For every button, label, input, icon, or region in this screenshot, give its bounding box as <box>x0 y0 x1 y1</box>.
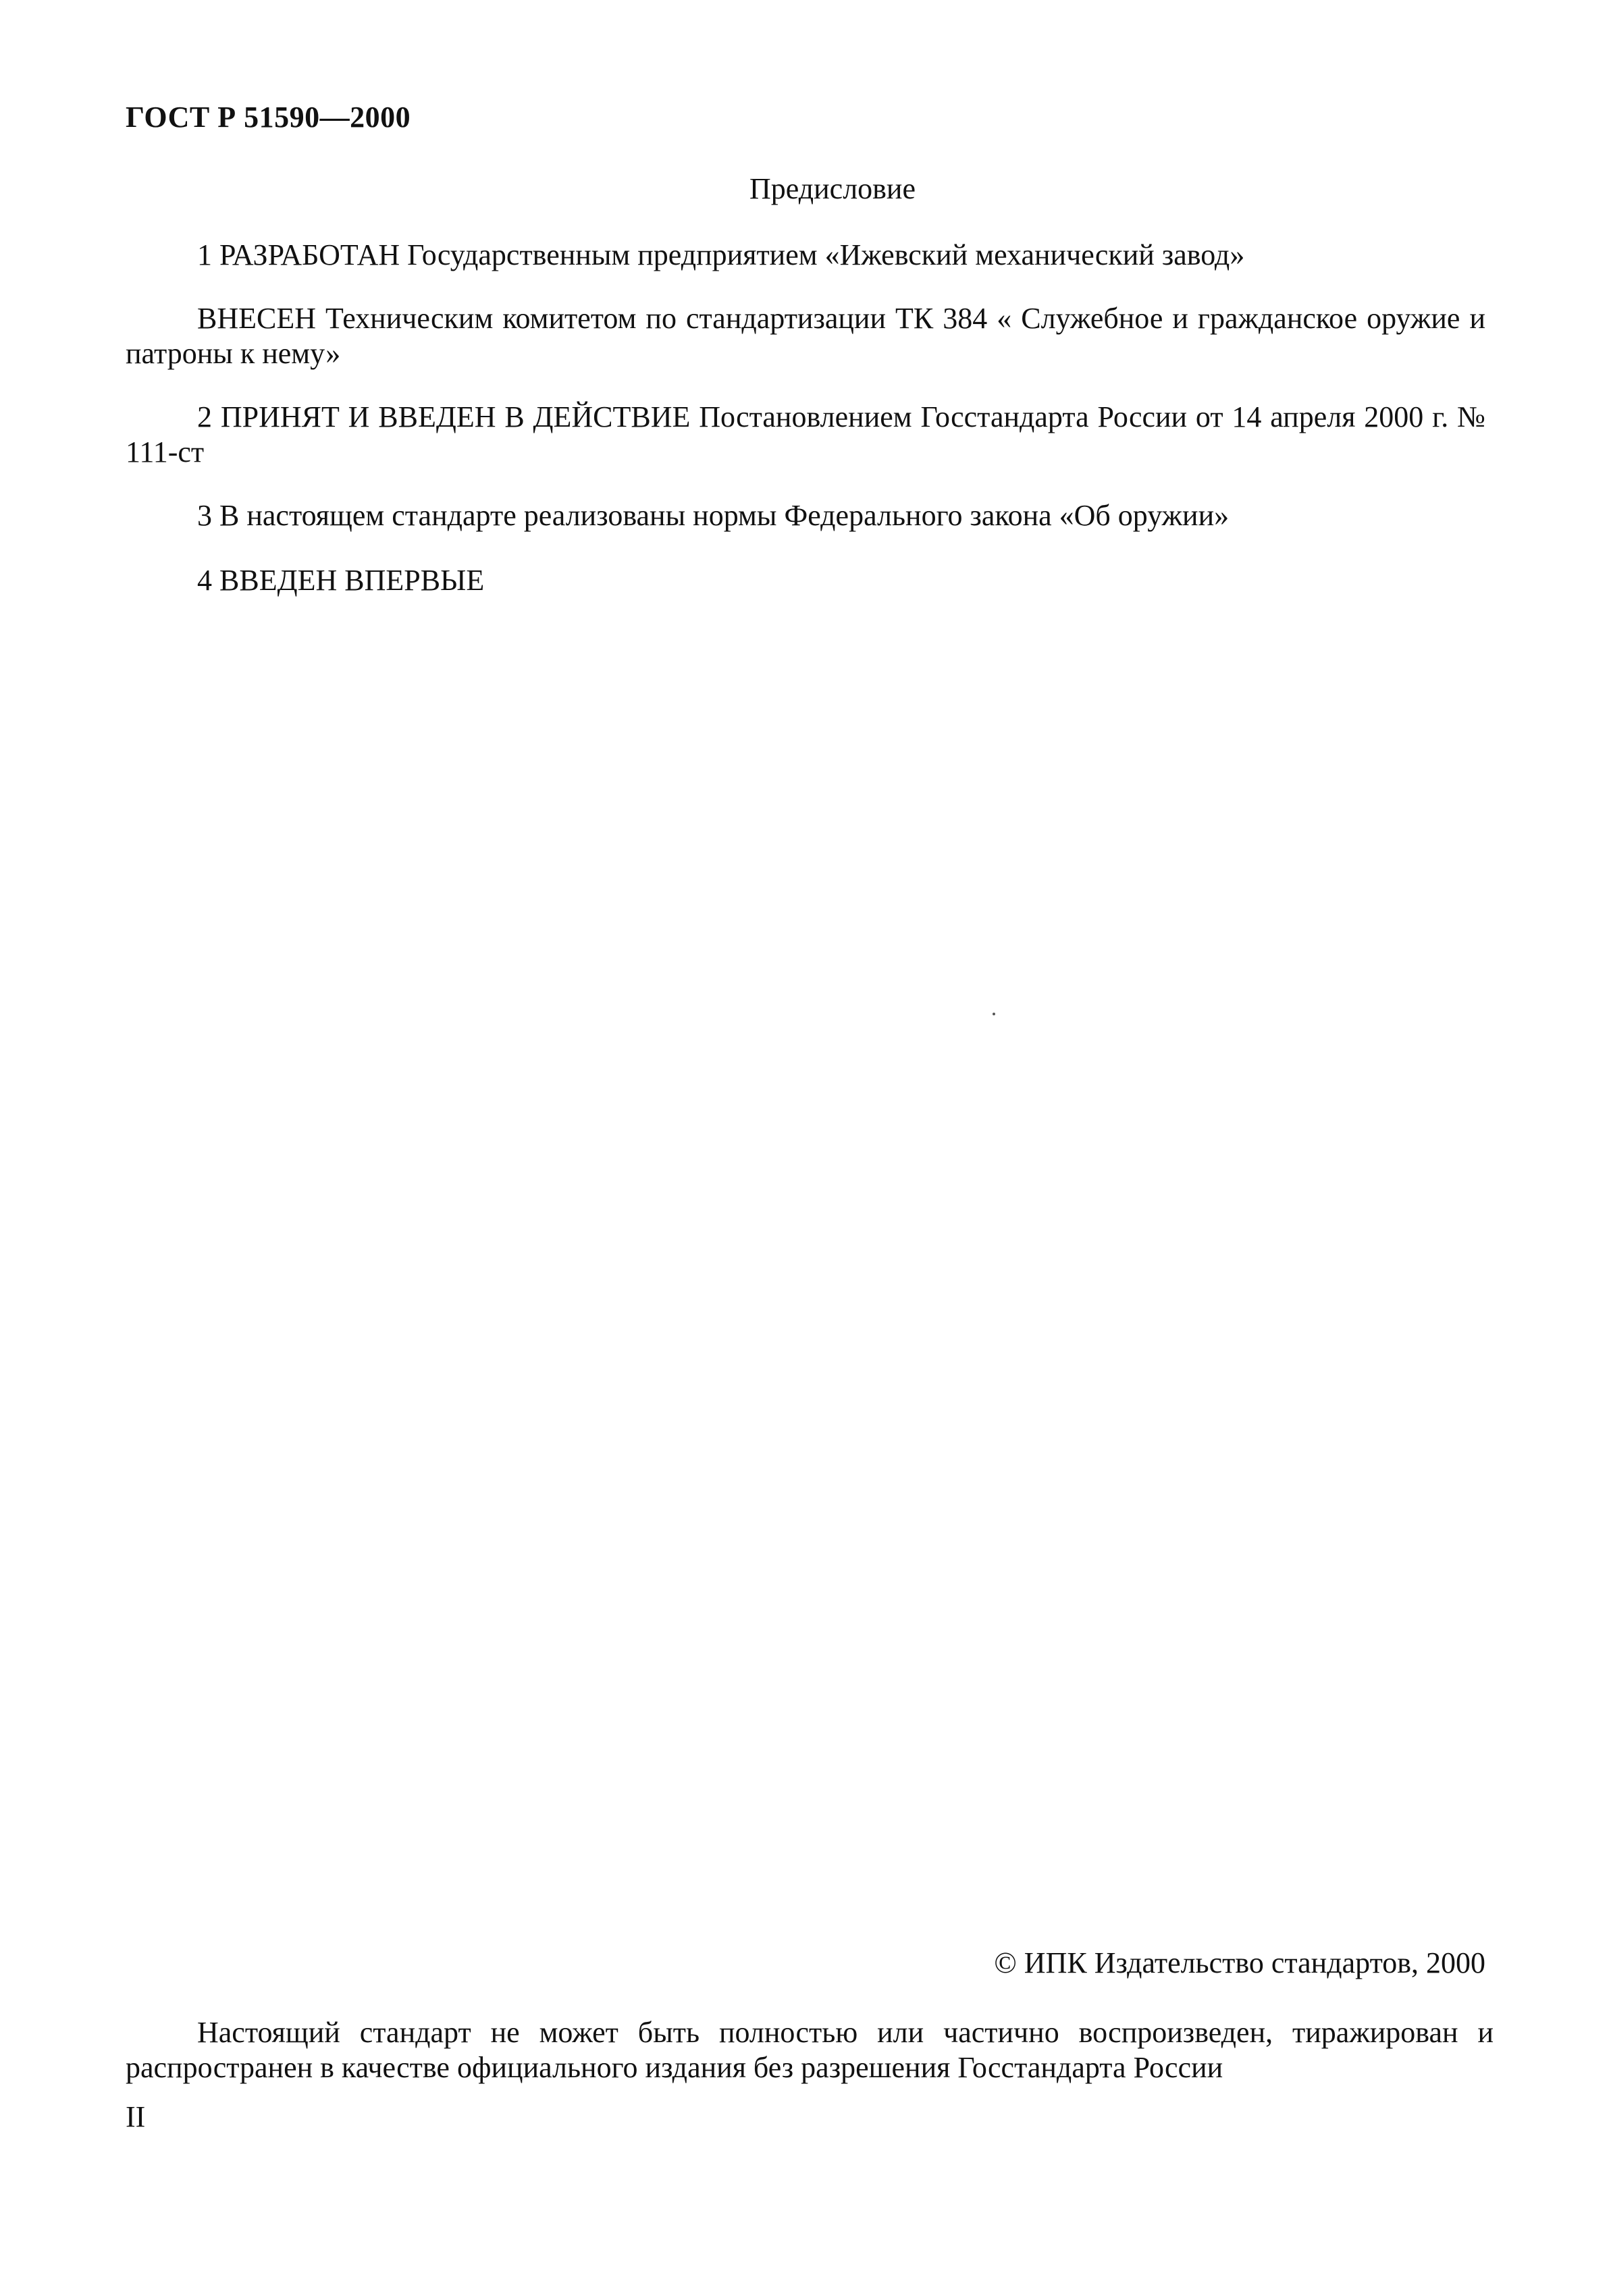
page-number: II <box>126 2100 146 2133</box>
standard-code: ГОСТ Р 51590—2000 <box>126 101 411 134</box>
foreword-paragraph-first-edition: 4 ВВЕДЕН ВПЕРВЫЕ <box>197 564 485 597</box>
scan-speck <box>993 1013 995 1015</box>
copyright-line: © ИПК Издательство стандартов, 2000 <box>994 1946 1485 1979</box>
foreword-paragraph-introduced: ВНЕСЕН Техническим комитетом по стандартизации ТК 384 « Служебное и гражданское оружие и патроны к нему» <box>126 302 1485 370</box>
foreword-paragraph-law: 3 В настоящем стандарте реализованы нормы Федерального закона «Об оружии» <box>197 499 1230 532</box>
foreword-paragraph-developed: 1 РАЗРАБОТАН Государственным предприятием «Ижевский механический завод» <box>197 238 1245 271</box>
foreword-title: Предисловие <box>749 172 916 205</box>
foreword-paragraph-adopted: 2 ПРИНЯТ И ВВЕДЕН В ДЕЙСТВИЕ Постановлением Госстандарта России от 14 апреля 2000 г. № 111-ст <box>126 400 1485 469</box>
reproduction-notice: Настоящий стандарт не может быть полностью или частично воспроизведен, тиражирован и распространен в качестве официального издания без разрешения Госстандарта России <box>126 2016 1494 2084</box>
